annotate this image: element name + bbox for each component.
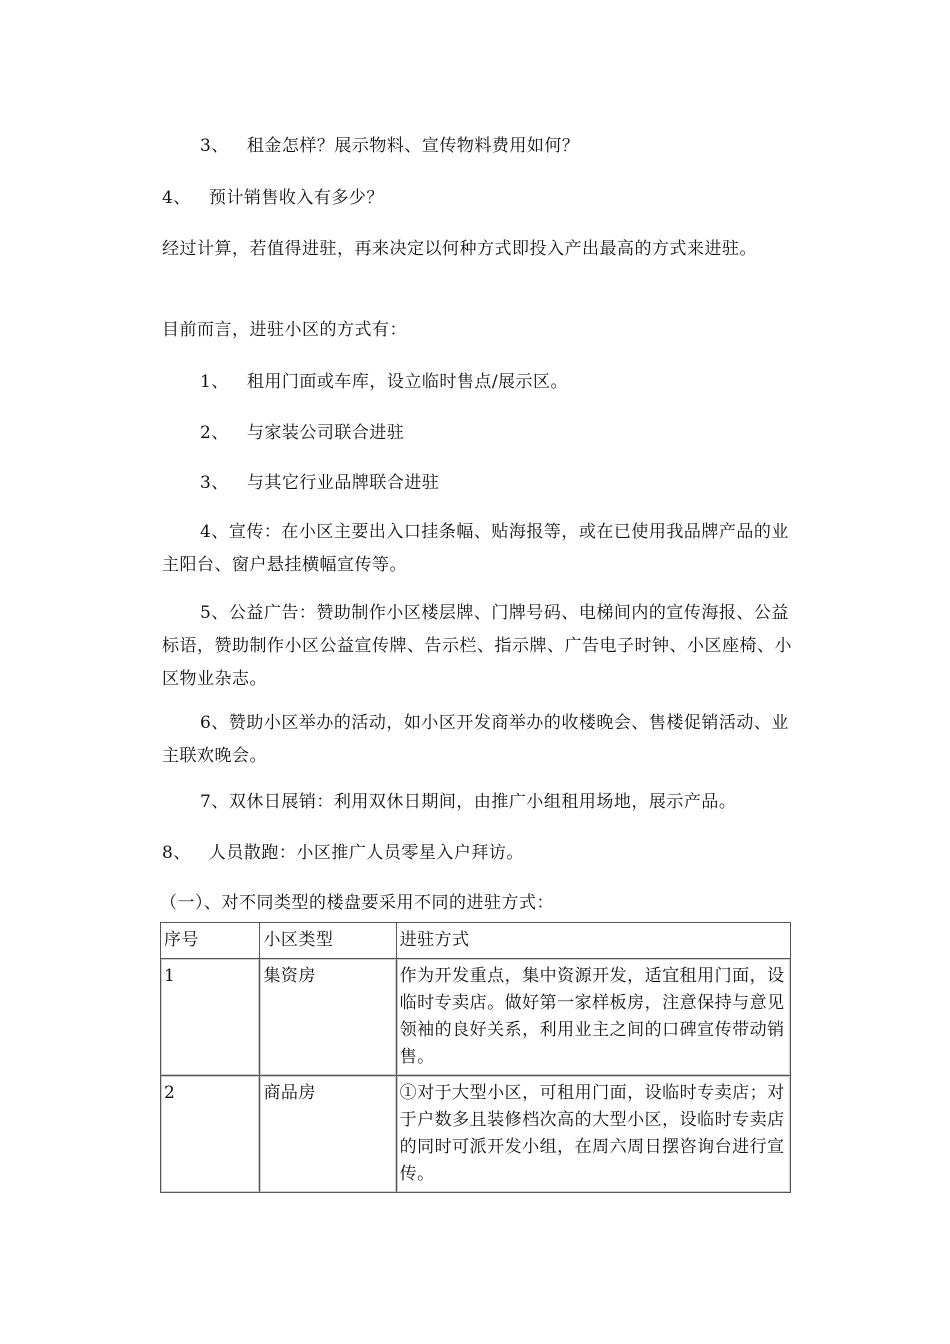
method-2	[200, 417, 800, 450]
method-5-public-ads: 5、公益广告：赞助制作小区楼层牌、门牌号码、电梯间内的宣传海报、公益标语，赞助制作小区公益宣传牌、告示栏、指示牌、广告电子时钟、小区座椅、小区物业杂志。	[162, 603, 792, 689]
cell-method: 作为开发重点，集中资源开发，适宜租用门面，设临时专卖店。做好第一家样板房，注意保持与意见领袖的良好关系，利用业主之间的口碑宣传带动销售。	[396, 959, 790, 1076]
item-number: 4、	[162, 188, 191, 208]
question-4	[162, 182, 792, 215]
method-4-publicity: 4、宣传：在小区主要出入口挂条幅、贴海报等，或在已使用我品牌产品的业主阳台、窗户悬挂横幅宣传等。	[162, 522, 789, 575]
question-3	[200, 130, 800, 163]
method-1	[200, 366, 800, 399]
item-text: 租金怎样？展示物料、宣传物料费用如何？	[246, 136, 580, 156]
cell-type: 商品房	[260, 1076, 396, 1193]
method-3	[200, 467, 800, 500]
item-text: 与其它行业品牌联合进驻	[246, 473, 440, 493]
cell-no: 2	[161, 1076, 260, 1193]
item-number: 8、	[162, 843, 191, 863]
item-text: 预计销售收入有多少？	[208, 188, 384, 208]
header-method: 进驻方式	[396, 923, 790, 959]
table-row	[161, 1076, 791, 1193]
table-header-row	[161, 923, 791, 959]
item-number: 3、	[200, 473, 229, 493]
item-number: 3、	[200, 136, 229, 156]
table-row	[161, 959, 791, 1076]
item-number: 1、	[200, 372, 229, 392]
entry-method-table	[160, 922, 791, 1193]
item-text: 租用门面或车库，设立临时售点/展示区。	[246, 372, 569, 392]
item-text: 与家装公司联合进驻	[246, 423, 405, 443]
paragraph-calculation: 经过计算，若值得进驻，再来决定以何种方式即投入产出最高的方式来进驻。	[162, 239, 757, 259]
section-heading: （一）、对不同类型的楼盘要采用不同的进驻方式：	[160, 893, 554, 913]
method-7-weekend-sales: 7、双休日展销：利用双休日期间，由推广小组租用场地，展示产品。	[200, 792, 737, 812]
cell-no: 1	[161, 959, 260, 1076]
cell-method: ①对于大型小区，可租用门面，设临时专卖店；对于户数多且装修档次高的大型小区，设临时专卖店的同时可派开发小组，在周六周日摆咨询台进行宣传。	[396, 1076, 790, 1193]
method-6-sponsor-events: 6、赞助小区举办的活动，如小区开发商举办的收楼晚会、售楼促销活动、业主联欢晚会。	[162, 713, 789, 766]
item-number: 2、	[200, 423, 229, 443]
method-8-door-to-door	[162, 837, 792, 870]
paragraph-entry-methods-intro: 目前而言，进驻小区的方式有：	[162, 320, 407, 340]
cell-type: 集资房	[260, 959, 396, 1076]
item-text: 人员散跑：小区推广人员零星入户拜访。	[208, 843, 524, 863]
header-type: 小区类型	[260, 923, 396, 959]
header-no: 序号	[161, 923, 260, 959]
